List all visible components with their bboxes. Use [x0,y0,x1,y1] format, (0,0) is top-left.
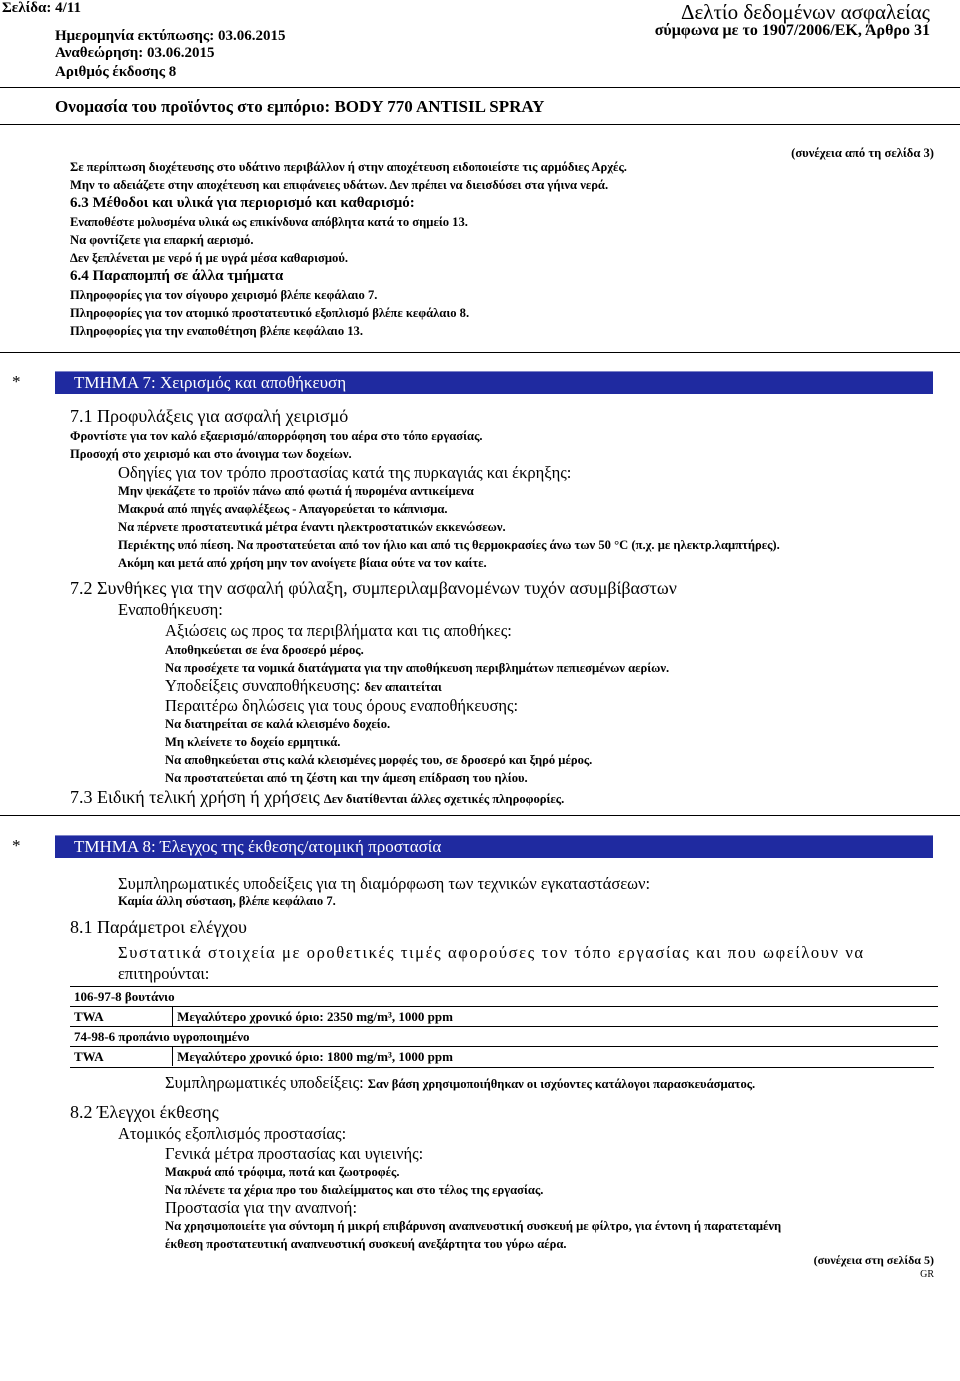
s7-1-line: Φροντίστε για τον καλό εξαερισμό/απορρόφηση του αέρα στο τόπο εργασίας. [70,429,483,443]
section-7-title-bar [55,371,933,394]
document-title: Δελτίο δεδομένων ασφαλείας [680,0,930,24]
revision-date: Αναθεώρηση: 03.06.2015 [55,45,215,61]
substance-cell: 74-98-6 προπάνιο υγροποιημένο [70,1027,938,1047]
further-storage-line: Να διατηρείται σε καλά κλεισμένο δοχείο. [165,717,391,731]
header-divider [0,87,960,88]
additional-notes-value: Σαν βάση χρησιμοποιήθηκαν οι ισχύοντες κατάλογοι παρασκευάσματος. [367,1077,756,1091]
additional-notes-heading: Συμπληρωματικές υποδείξεις: [165,1073,364,1092]
container-requirements-heading: Αξιώσεις ως προς τα περιβλήματα και τις αποθήκες: [165,621,512,640]
technical-facilities-value: Καμία άλλη σύσταση, βλέπε κεφάλαιο 7. [118,894,336,908]
subsection-7-3-row [70,787,564,808]
table-row [70,987,938,1007]
co-storage-heading: Υποδείξεις συναποθήκευσης: [165,676,361,695]
fire-protection-line: Να πέρνετε προστατευτικά μέτρα έναντι ηλεκτροστατικών εκκενώσεων. [118,520,506,534]
respiratory-protection-line: έκθεση προστατευτική αναπνευστική συσκευή ανεξάρτητα του γύρω αέρα. [165,1237,567,1251]
container-requirements-line: Αποθηκεύεται σε ένα δροσερό μέρος. [165,643,364,657]
storage-heading: Εναποθήκευση: [118,600,223,619]
table-row [70,1007,938,1027]
limit-value-cell: Μεγαλύτερο χρονικό όριο: 2350 mg/m³, 1000 ppm [173,1007,938,1027]
s6-4-line: Πληροφορίες για τον σίγουρο χειρισμό βλέπε κεφάλαιο 7. [70,288,378,302]
s6-3-line: Να φοντίζετε για επαρκή αερισμό. [70,233,254,247]
version-number: Αριθμός έκδοσης 8 [55,64,177,80]
subsection-8-2-heading: 8.2 Έλεγχοι έκθεσης [70,1102,219,1122]
s6-line: Μην το αδειάζετε στην αποχέτευση και επιφάνειες υδάτων. Δεν πρέπει να διεισδύσει στα γήινα νερά. [70,178,609,192]
s7-1-line: Προσοχή στο χειρισμό και στο άνοιγμα των δοχείων. [70,447,352,461]
subsection-6-4-heading: 6.4 Παραπομπή σε άλλα τμήματα [70,268,284,284]
fire-protection-line: Μην ψεκάζετε το προϊόν πάνω από φωτιά ή πυρομένα αντικείμενα [118,484,474,498]
table-row [70,1047,938,1067]
further-storage-line: Μη κλείνετε το δοχείο ερμητικά. [165,735,341,749]
s6-4-line: Πληροφορίες για τον ατομικό προστατευτικό εξοπλισμό βλέπε κεφάλαιο 8. [70,306,470,320]
respiratory-protection-heading: Προστασία για την αναπνοή: [165,1198,358,1217]
table-row [70,1027,938,1047]
components-heading: Συστατικά στοιχεία με οροθετικές τιμές αφορούσες τον τόπο εργασίας και που ωφείλουν να [118,943,865,962]
general-hygiene-line: Μακρυά από τρόφιμα, ποτά και ζωοτροφές. [165,1165,400,1179]
exposure-limits-table [70,986,938,1066]
substance-cell: 106-97-8 βουτάνιο [70,987,938,1007]
fire-protection-heading: Οδηγίες για τον τρόπο προστασίας κατά της πυρκαγιάς και έκρηξης: [118,463,572,482]
general-hygiene-line: Να πλένετε τα χέρια προ του διαλείμματος και στο τέλος της εργασίας. [165,1183,544,1197]
table-bottom-rule [70,1067,934,1068]
print-date: Ημερομηνία εκτύπωσης: 03.06.2015 [55,28,286,44]
subsection-7-3-heading: 7.3 Ειδική τελική χρήση ή χρήσεις [70,787,320,807]
continued-from-note: (συνέχεια από τη σελίδα 3) [791,146,934,160]
revision-star-marker: * [12,372,21,391]
revision-star-marker: * [12,836,21,855]
document-subtitle: σύμφωνα με το 1907/2006/ΕΚ, Άρθρο 31 [654,22,930,39]
respiratory-protection-line: Να χρησιμοποιείτε για σύντομη ή μικρή επιβάρυνση αναπνευστική συσκευή με φίλτρο, για έντονη ή παρατεταμένη [165,1219,782,1233]
subsection-6-3-heading: 6.3 Μέθοδοι και υλικά για περιορισμό και καθαρισμό: [70,195,415,211]
s6-4-line: Πληροφορίες για την εναποθέτηση βλέπε κεφάλαιο 13. [70,324,364,338]
subsection-8-1-heading: 8.1 Παράμετροι ελέγχου [70,917,247,937]
further-storage-heading: Περαιτέρω δηλώσεις για τους όρους εναποθήκευσης: [165,696,519,715]
subsection-7-2-heading: 7.2 Συνθήκες για την ασφαλή φύλαξη, συμπεριλαμβανομένων τυχόν ασυμβίβαστων [70,578,677,598]
limit-value-cell: Μεγαλύτερο χρονικό όριο: 1800 mg/m³, 1000 ppm [173,1047,938,1067]
limit-type-cell: TWA [70,1047,173,1067]
fire-protection-line: Ακόμη και μετά από χρήση μην τον ανοίγετε βίαια ούτε να τον καίτε. [118,556,487,570]
product-name: Ονομασία του προϊόντος στο εμπόριο: BODY 770 ANTISIL SPRAY [55,97,545,116]
s6-3-line: Εναποθέστε μολυσμένα υλικά ως επικίνδυνα απόβλητα κατά το σημείο 13. [70,215,468,229]
subsection-7-3-value: Δεν διατίθενται άλλες σχετικές πληροφορίες. [323,792,565,806]
s6-3-line: Δεν ξεπλένεται με νερό ή με υγρά μέσα καθαρισμού. [70,251,349,265]
section-8-title-bar [55,835,933,858]
continued-to-note: (συνέχεια στη σελίδα 5) [813,1253,934,1267]
section-divider [0,815,960,816]
ppe-heading: Ατομικός εξοπλισμός προστασίας: [118,1124,347,1143]
section-8-title: ΤΜΗΜΑ 8: Έλεγχος της έκθεσης/ατομική προστασία [74,837,442,856]
s6-line: Σε περίπτωση διοχέτευσης στο υδάτινο περιβάλλον ή στην αποχέτευση ειδοποιείστε τις αρμόδιες Αρχές. [70,160,627,174]
section-divider [0,352,960,353]
further-storage-line: Να προστατεύεται από τη ζέστη και την άμεση επίδραση του ηλίου. [165,771,528,785]
page-number: Σελίδα: 4/11 [2,0,81,16]
limit-type-cell: TWA [70,1007,173,1027]
country-code: GR [920,1269,934,1280]
section-7-title: ΤΜΗΜΑ 7: Χειρισμός και αποθήκευση [74,373,347,392]
technical-facilities-heading: Συμπληρωματικές υποδείξεις για τη διαμόρφωση των τεχνικών εγκαταστάσεων: [118,874,651,893]
subsection-7-1-heading: 7.1 Προφυλάξεις για ασφαλή χειρισμό [70,406,349,426]
additional-notes-row [165,1073,755,1093]
further-storage-line: Να αποθηκεύεται στις καλά κλεισμένες μορφές του, σε δροσερό και ξηρό μέρος. [165,753,593,767]
co-storage-row [165,676,442,696]
fire-protection-line: Περιέκτης υπό πίεση. Να προστατεύεται από τον ήλιο και από τις θερμοκρασίες άνω των 50 °C (π.χ. με ηλεκτρ.λαμπτήρες). [118,538,780,552]
container-requirements-line: Να προσέχετε τα νομικά διατάγματα για την αποθήκευση περιβλημάτων πεπιεσμένων αερίων. [165,661,670,675]
co-storage-value: δεν απαιτείται [364,680,442,694]
general-hygiene-heading: Γενικά μέτρα προστασίας και υγιεινής: [165,1144,424,1163]
product-divider [0,124,960,125]
fire-protection-line: Μακρυά από πηγές αναφλέξεως - Απαγορεύεται το κάπνισμα. [118,502,448,516]
components-heading-continued: επιτηρούνται: [118,964,210,983]
